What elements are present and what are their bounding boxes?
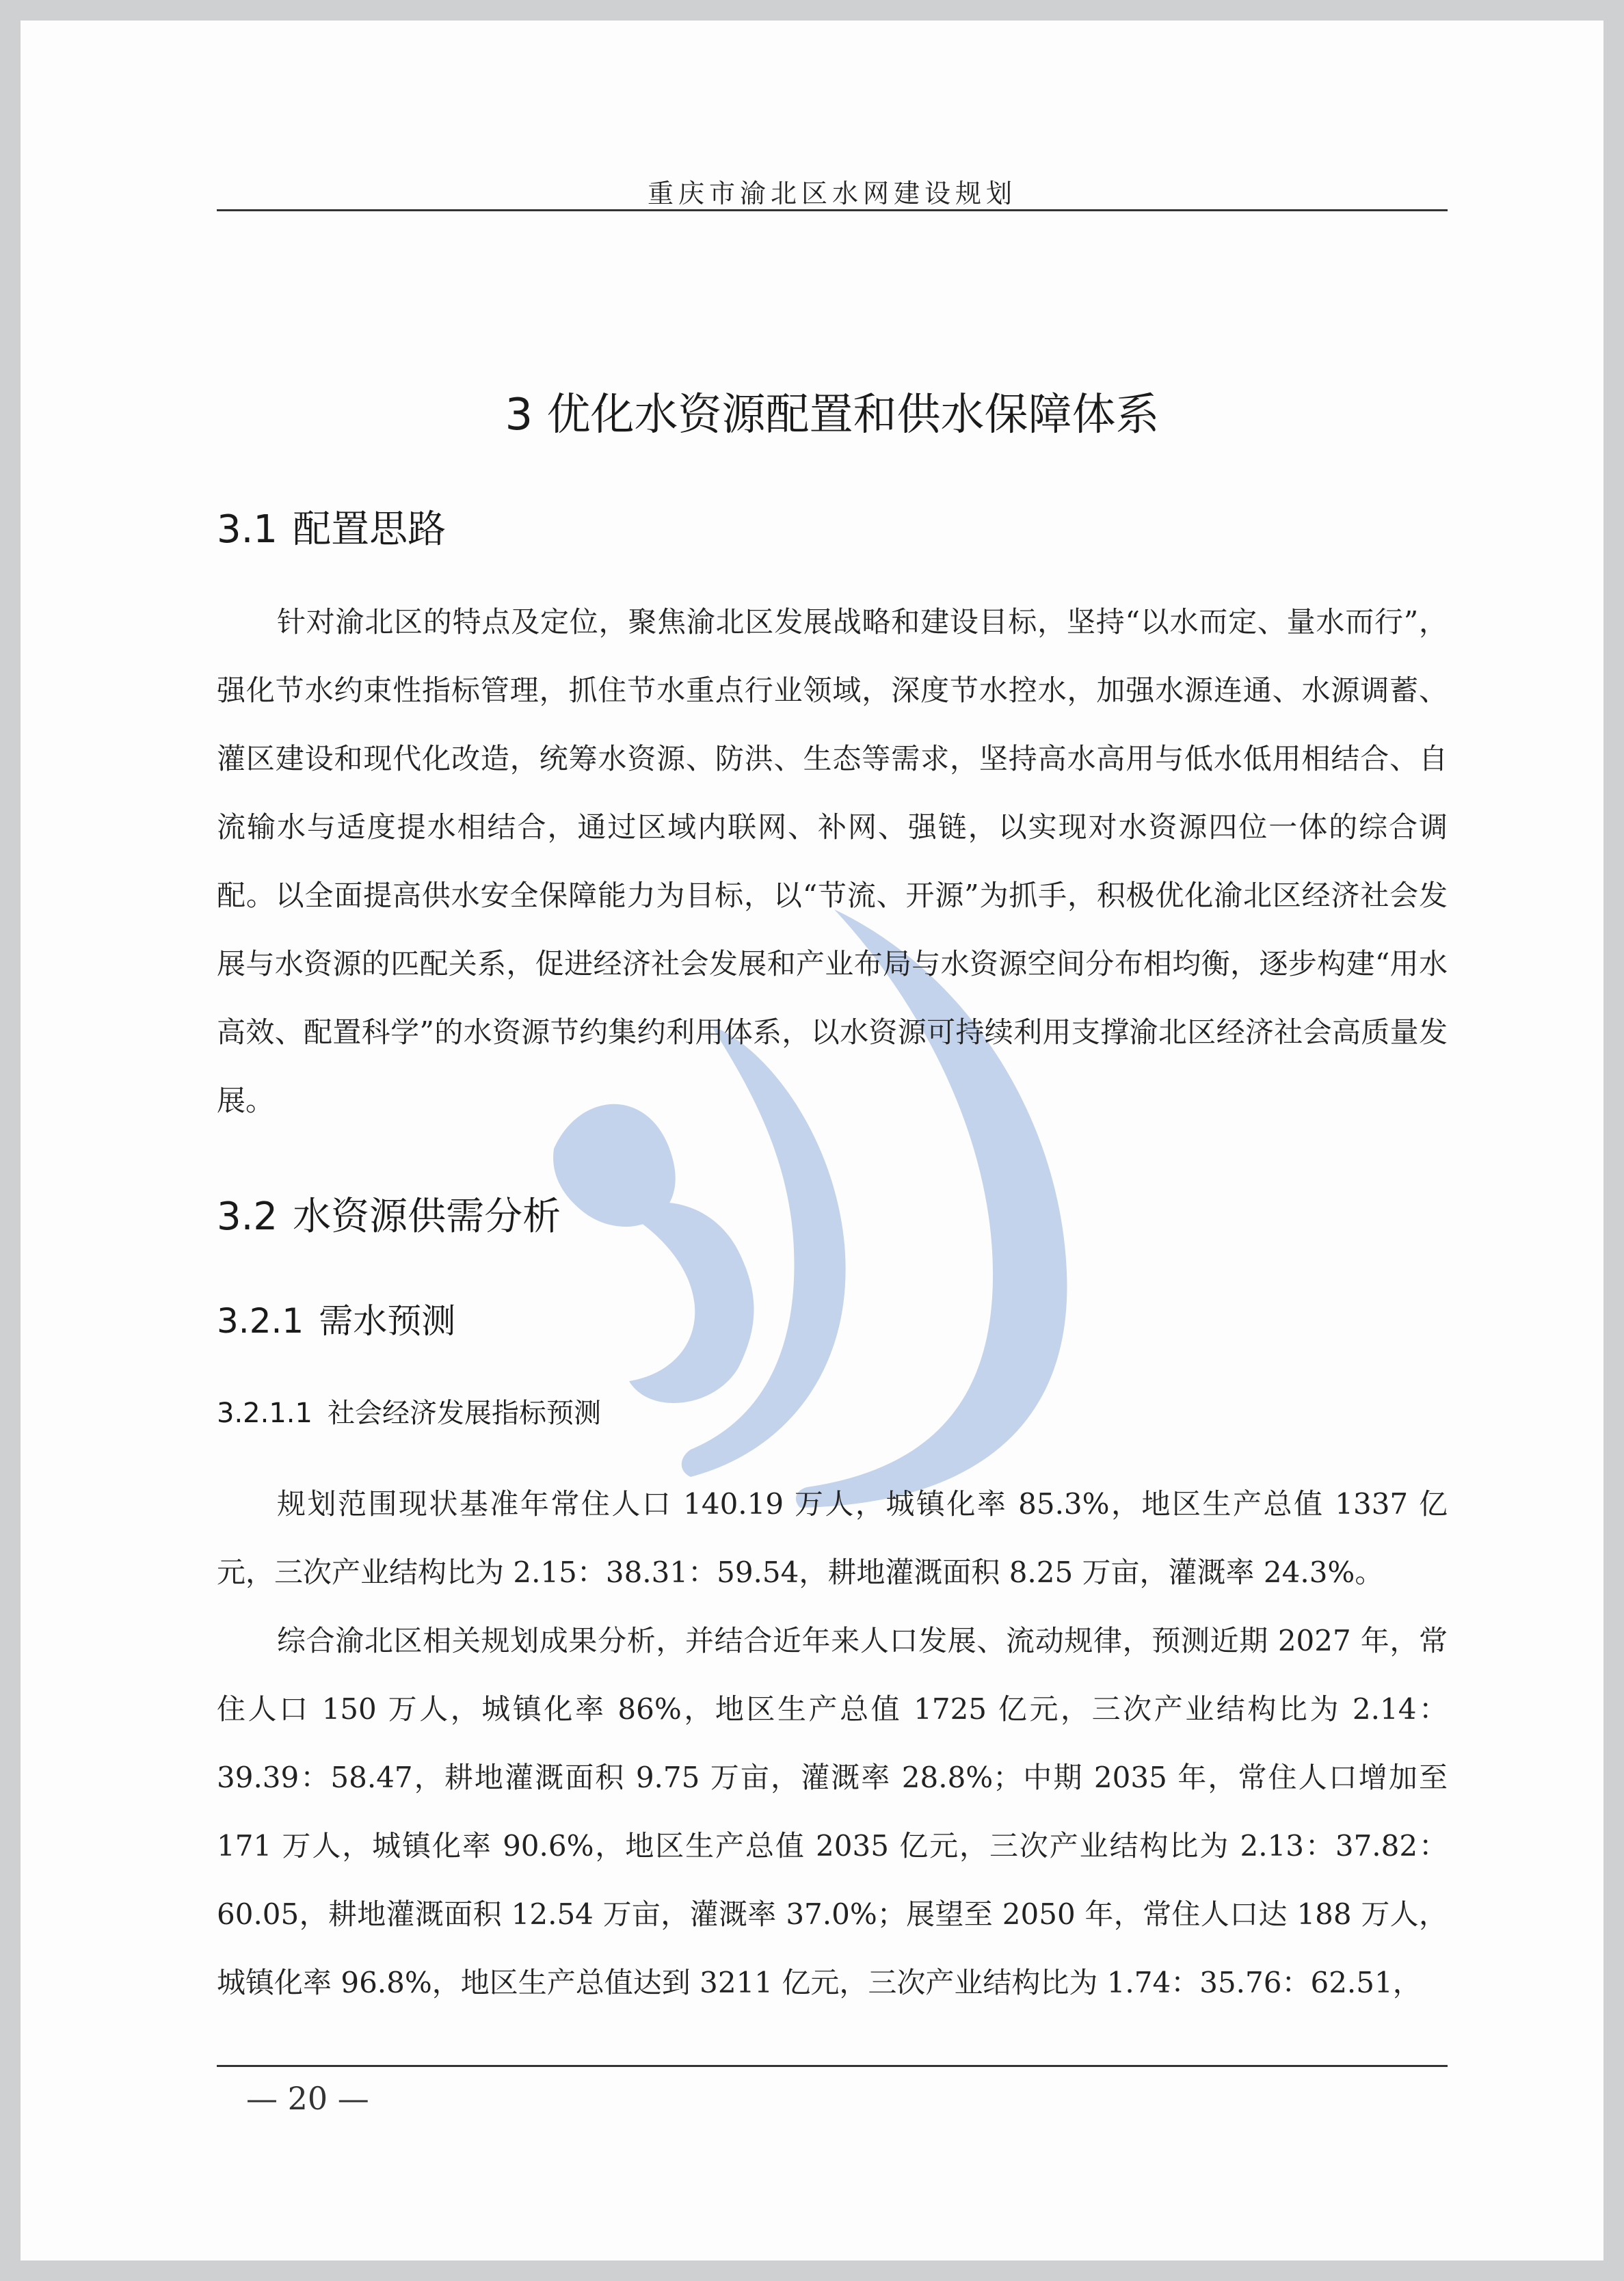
section-number: 3.1 xyxy=(217,507,278,552)
document-page xyxy=(21,21,1603,2260)
running-header: 重庆市渝北区水网建设规划 xyxy=(647,178,1017,209)
section-number: 3.2 xyxy=(217,1195,278,1239)
chapter-title: 3 优化水资源配置和供水保障体系 xyxy=(505,390,1160,440)
paragraph-baseline-indicators: 规划范围现状基准年常住人口 140.19 万人，城镇化率 85.3%，地区生产总值 1337 亿元，三次产业结构比为 2.15：38.31：59.54，耕地灌溉面积 8.25 万亩，灌溉率 24.3%。 xyxy=(217,1487,1448,1589)
section-title: 配置思路 xyxy=(293,507,447,552)
section-heading-3-1 xyxy=(217,499,446,554)
paragraph-forecast-indicators: 综合渝北区相关规划成果分析，并结合近年来人口发展、流动规律，预测近期 2027 年，常住人口 150 万人，城镇化率 86%，地区生产总值 1725 亿元，三次产业结构比为 2.14：39.39：58.47，耕地灌溉面积 9.75 万亩，灌溉率 28.8%；中期 2035 年，常住人口增加至 171 万人，城镇化率 90.6%，地区生产总值 2035 亿元，三次产业结构比为 2.13：37.82：60.05，耕地灌溉面积 12.54 万亩，灌溉率 37.0%；展望至 2050 年，常住人口达 188 万人，城镇化率 96.8%，地区生产总值达到 3211 亿元，三次产业结构比为 1.74：35.76：62.51， xyxy=(217,1624,1448,1999)
section-number: 3.2.1.1 xyxy=(217,1398,312,1429)
footer-rule xyxy=(217,2065,1448,2067)
section-title: 水资源供需分析 xyxy=(293,1195,561,1239)
section-heading-3-2-1-1 xyxy=(217,1391,601,1430)
header-rule xyxy=(217,209,1448,211)
section-title: 社会经济发展指标预测 xyxy=(327,1398,601,1429)
paragraph-allocation-approach: 针对渝北区的特点及定位，聚焦渝北区发展战略和建设目标，坚持“以水而定、量水而行”，强化节水约束性指标管理，抓住节水重点行业领域，深度节水控水，加强水源连通、水源调蓄、灌区建设和现代化改造，统筹水资源、防洪、生态等需求，坚持高水高用与低水低用相结合、自流输水与适度提水相结合，通过区域内联网、补网、强链，以实现对水资源四位一体的综合调配。以全面提高供水安全保障能力为目标，以“节流、开源”为抓手，积极优化渝北区经济社会发展与水资源的匹配关系，促进经济社会发展和产业布局与水资源空间分布相均衡，逐步构建“用水高效、配置科学”的水资源节约集约利用体系，以水资源可持续利用支撑渝北区经济社会高质量发展。 xyxy=(217,605,1448,1117)
page-number: — 20 — xyxy=(246,2080,369,2117)
section-heading-3-2 xyxy=(217,1186,561,1241)
section-number: 3.2.1 xyxy=(217,1301,304,1341)
section-heading-3-2-1 xyxy=(217,1294,455,1343)
section-title: 需水预测 xyxy=(319,1301,456,1341)
